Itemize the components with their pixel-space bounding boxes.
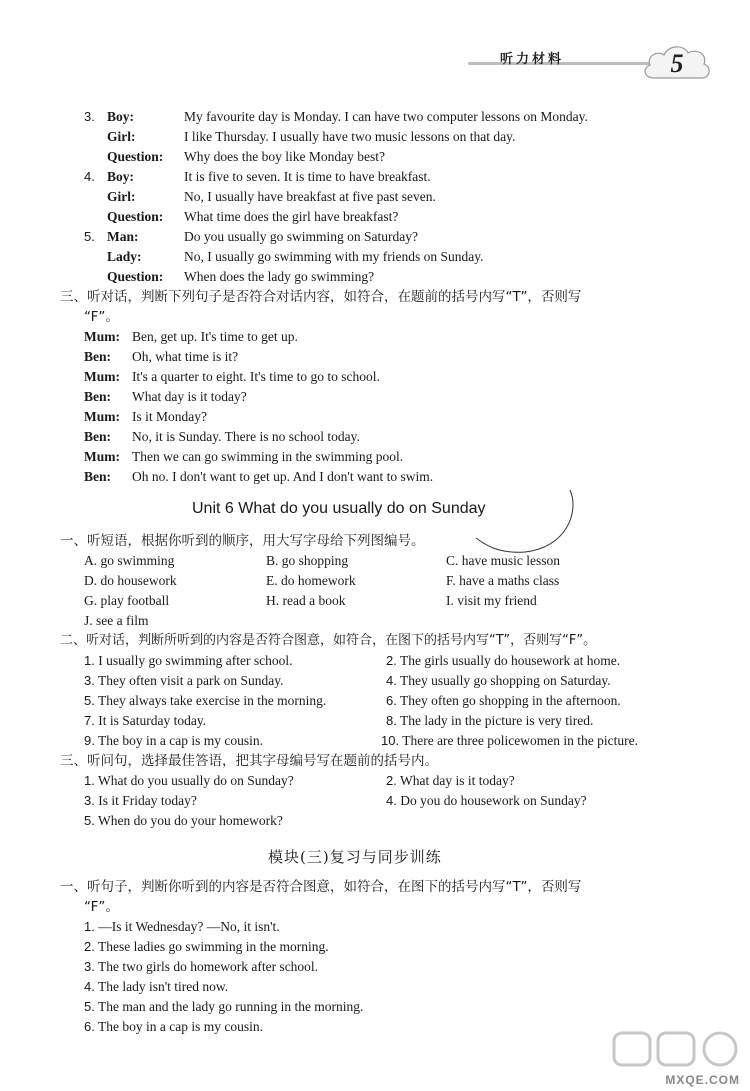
u6p2-t2: The girls usually do housework at home. [399,653,621,668]
m3-n4: 4. [84,979,95,994]
m3-t6: The boy in a cap is my cousin. [97,1019,263,1034]
dialog4-line-3: What time does the girl have breakfast? [184,209,399,224]
m3-t5: The man and the lady go running in the morning. [97,999,364,1014]
s3-speaker-7: Mum: [84,449,120,464]
dialog4-line-1: It is five to seven. It is time to have breakfast. [184,169,431,184]
dialog4-speaker-1: Boy: [107,169,134,184]
u6p2-n8: 8. [386,713,397,728]
u6p2-n6: 6. [386,693,397,708]
m3-instruction-cont: “F”。 [84,899,119,915]
dialog3-speaker-3: Question: [107,149,164,164]
dialog5-speaker-3: Question: [107,269,164,284]
section3-instruction: 三、听对话，判断下列句子是否符合对话内容，如符合，在题前的括号内写“T”，否则写 [60,289,582,305]
u6p1-item-h: H. read a book [266,593,346,608]
u6p1-item-e: E. do homework [266,573,356,588]
u6p3-t4: Do you do housework on Sunday? [400,793,587,808]
u6p3-t5: When do you do your homework? [97,813,283,828]
u6p1-item-g: G. play football [84,593,170,608]
m3-n6: 6. [84,1019,95,1034]
s3-speaker-1: Mum: [84,329,120,344]
u6p2-t6: They often go shopping in the afternoon. [399,693,621,708]
unit6-title: Unit 6 What do you usually do on Sunday [192,500,486,517]
s3-line-7: Then we can go swimming in the swimming pool. [132,449,404,464]
m3-t1: —Is it Wednesday? —No, it isn't. [98,919,280,934]
m3-n5: 5. [84,999,95,1014]
s3-line-5: Is it Monday? [132,409,207,424]
m3-t2: These ladies go swimming in the morning. [97,939,329,954]
u6p3-t2: What day is it today? [399,773,515,788]
dialog4-speaker-3: Question: [107,209,164,224]
s3-speaker-8: Ben: [84,469,111,484]
u6p3-instruction: 三、听问句，选择最佳答语，把其字母编号写在题前的括号内。 [60,753,438,769]
dialog5-speaker-2: Lady: [107,249,142,264]
s3-speaker-5: Mum: [84,409,120,424]
u6p2-t10: There are three policewomen in the picture. [402,733,638,748]
s3-speaker-3: Mum: [84,369,120,384]
module3-title: 模块(三)复习与同步训练 [268,848,442,866]
m3-n3: 3. [84,959,95,974]
u6p2-t7: It is Saturday today. [98,713,207,728]
dialog3-line-3: Why does the boy like Monday best? [184,149,385,164]
dialog3-line-1: My favourite day is Monday. I can have two computer lessons on Monday. [184,109,588,124]
u6p3-n1: 1. [84,773,95,788]
u6p2-n10: 10. [381,733,400,748]
u6p2-n4: 4. [386,673,397,688]
dialog5-line-2: No, I usually go swimming with my friends on Sunday. [184,249,484,264]
dialog4-speaker-2: Girl: [107,189,136,204]
u6p2-t1: I usually go swimming after school. [98,653,293,668]
u6p2-n2: 2. [386,653,397,668]
watermark-text: MXQE.COM [665,1073,740,1087]
u6p2-t4: They usually go shopping on Saturday. [399,673,611,688]
u6p2-n9: 9. [84,733,95,748]
u6p3-n3: 3. [84,793,95,808]
dialog5-number: 5. [84,229,95,244]
u6p1-item-b: B. go shopping [266,553,349,568]
page-number: 5 [670,49,684,78]
m3-instruction: 一、听句子，判断你听到的内容是否符合图意，如符合，在图下的括号内写“T”，否则写 [60,879,582,895]
u6p2-n7: 7. [84,713,95,728]
dialog3-number: 3. [84,109,95,124]
dialog5-speaker-1: Man: [107,229,139,244]
u6p2-t9: The boy in a cap is my cousin. [97,733,263,748]
u6p3-n4: 4. [386,793,397,808]
u6p3-t3: Is it Friday today? [98,793,197,808]
header-section-title: 听力材料 [500,52,565,67]
u6p2-t5: They always take exercise in the morning. [97,693,327,708]
m3-t4: The lady isn't tired now. [97,979,229,994]
dialog5-line-3: When does the lady go swimming? [184,269,375,284]
m3-n2: 2. [84,939,95,954]
s3-line-3: It's a quarter to eight. It's time to go to school. [132,369,380,384]
u6p2-n5: 5. [84,693,95,708]
dialog3-speaker-1: Boy: [107,109,134,124]
m3-t3: The two girls do homework after school. [97,959,319,974]
dialog3-line-2: I like Thursday. I usually have two music lessons on that day. [184,129,516,144]
u6p3-n5: 5. [84,813,95,828]
dialog4-number: 4. [84,169,95,184]
u6p1-item-j: J. see a film [84,613,149,628]
section3-instruction-cont: “F”。 [84,309,119,325]
u6p2-n3: 3. [84,673,95,688]
u6p3-n2: 2. [386,773,397,788]
s3-line-4: What day is it today? [132,389,247,404]
dialog4-line-2: No, I usually have breakfast at five past seven. [184,189,436,204]
u6p2-t8: The lady in the picture is very tired. [399,713,594,728]
u6p2-n1: 1. [84,653,95,668]
s3-line-8: Oh no. I don't want to get up. And I don't want to swim. [132,469,434,484]
s3-speaker-6: Ben: [84,429,111,444]
u6p1-item-d: D. do housework [84,573,177,588]
u6p1-item-i: I. visit my friend [446,593,537,608]
dialog3-speaker-2: Girl: [107,129,136,144]
dialog5-line-1: Do you usually go swimming on Saturday? [184,229,418,244]
m3-n1: 1. [84,919,95,934]
pen-mark [470,478,580,558]
s3-line-2: Oh, what time is it? [132,349,239,364]
u6p2-instruction: 二、听对话，判断所听到的内容是否符合图意，如符合，在图下的括号内写“T”，否则写“F”。 [60,633,597,648]
u6p2-t3: They often visit a park on Sunday. [97,673,284,688]
s3-speaker-4: Ben: [84,389,111,404]
s3-line-6: No, it is Sunday. There is no school today. [132,429,360,444]
u6p1-item-a: A. go swimming [84,553,175,568]
u6p1-instruction: 一、听短语，根据你听到的顺序，用大写字母给下列图编号。 [60,533,425,549]
u6p1-item-c: C. have music lesson [446,553,560,568]
s3-speaker-2: Ben: [84,349,111,364]
u6p3-t1: What do you usually do on Sunday? [97,773,294,788]
u6p1-item-f: F. have a maths class [446,573,560,588]
s3-line-1: Ben, get up. It's time to get up. [132,329,298,344]
